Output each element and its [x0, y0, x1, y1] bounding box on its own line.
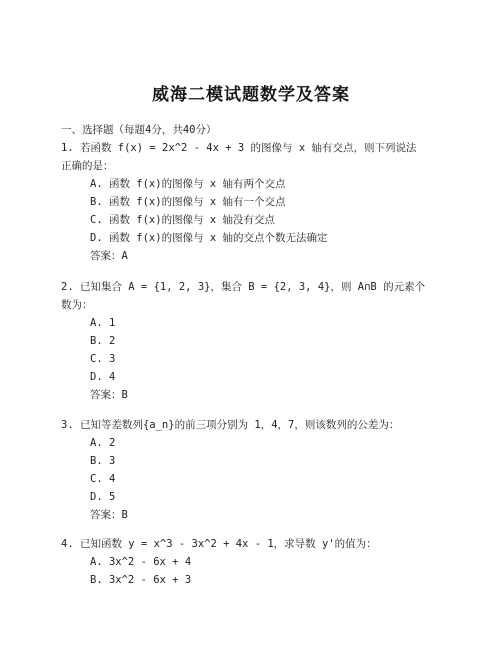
question-1-option-c: C. 函数 f(x)的图像与 x 轴没有交点: [90, 214, 276, 226]
question-1-stem-line1: 1. 若函数 f(x) = 2x^2 - 4x + 3 的图像与 x 轴有交点，则下列说法: [61, 142, 417, 154]
question-1-stem-line2: 正确的是：: [61, 160, 114, 172]
question-2-option-b: B. 2: [90, 335, 116, 347]
question-2-option-d: D. 4: [90, 371, 116, 383]
question-2-stem-line2: 数为：: [61, 299, 93, 311]
question-2-option-a: A. 1: [90, 317, 116, 329]
question-3-option-c: C. 4: [90, 473, 116, 485]
question-2-answer: 答案：B: [90, 389, 128, 401]
question-1-option-a: A. 函数 f(x)的图像与 x 轴有两个交点: [90, 178, 286, 190]
question-3-answer: 答案：B: [90, 509, 128, 521]
question-2-stem-line1: 2. 已知集合 A = {1, 2, 3}，集合 B = {2, 3, 4}，则 A∩B 的元素个: [61, 281, 426, 293]
question-3-option-d: D. 5: [90, 491, 116, 503]
question-3-stem-line1: 3. 已知等差数列{a_n}的前三项分别为 1，4，7，则该数列的公差为：: [61, 419, 400, 431]
question-4-option-b: B. 3x^2 - 6x + 3: [90, 574, 192, 586]
question-1-option-b: B. 函数 f(x)的图像与 x 轴有一个交点: [90, 196, 286, 208]
question-2-option-c: C. 3: [90, 353, 116, 365]
question-3-option-b: B. 3: [90, 455, 116, 467]
section-header: 一、选择题（每题4分，共40分）: [61, 124, 217, 136]
question-1-answer: 答案：A: [90, 250, 128, 262]
question-1-option-d: D. 函数 f(x)的图像与 x 轴的交点个数无法确定: [90, 232, 328, 244]
document-title: 威海二模试题数学及答案: [152, 85, 350, 105]
question-4-stem-line1: 4. 已知函数 y = x^3 - 3x^2 + 4x - 1，求导数 y'的值为：: [61, 538, 377, 550]
question-3-option-a: A. 2: [90, 437, 116, 449]
question-4-option-a: A. 3x^2 - 6x + 4: [90, 556, 192, 568]
